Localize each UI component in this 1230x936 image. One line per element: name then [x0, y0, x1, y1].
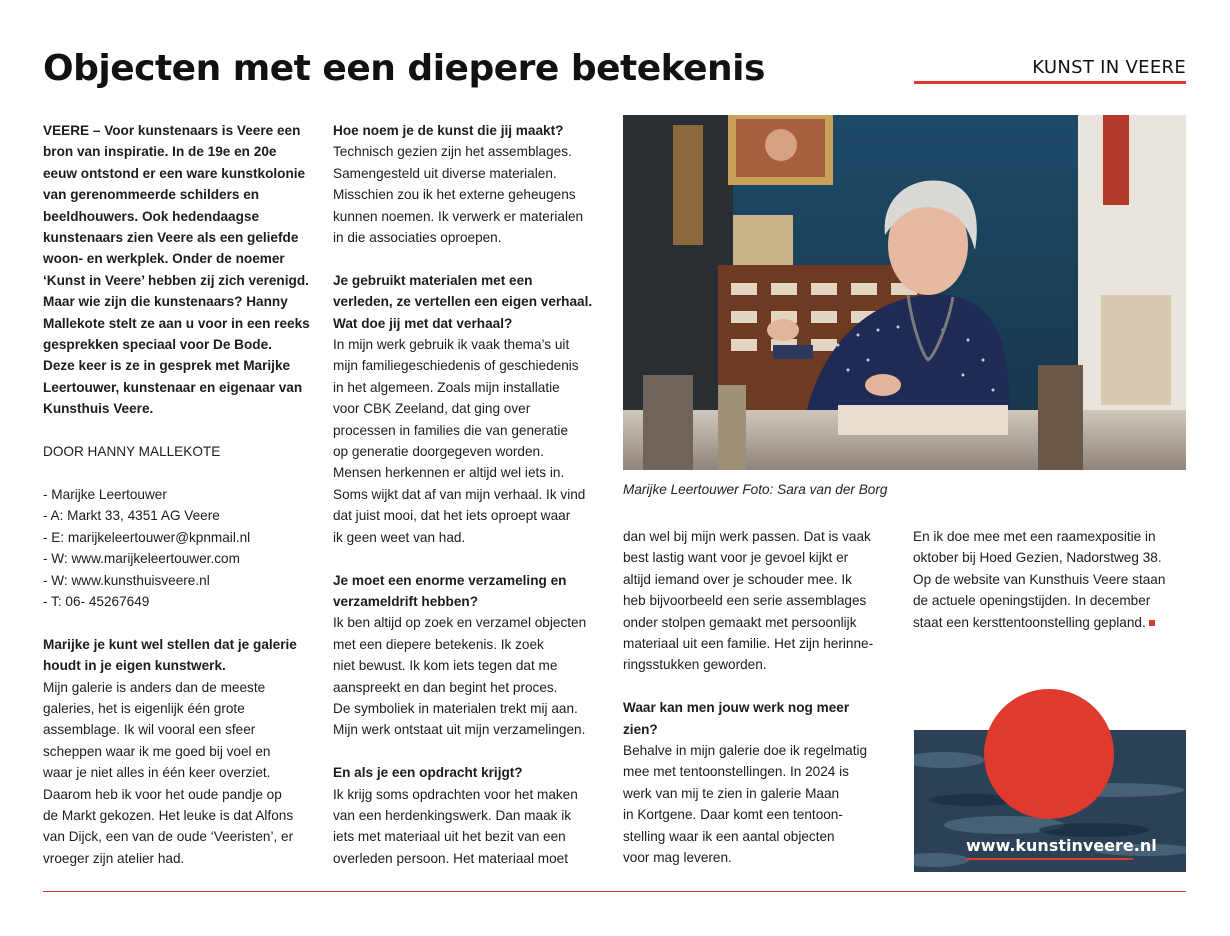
- section-label: KUNST IN VEERE: [1032, 57, 1186, 78]
- answer-paragraph: In mijn werk gebruik ik vaak thema’s uit mijn familiegeschiedenis of geschiedenis in het algemeen. Zoals mijn installatie voor CBK Zeeland, dat ging over processen in families die van generatie op generatie doorgegeven worden. Mensen herkennen er altijd wel iets in. Soms wijkt dat af van mijn verhaal. Ik vind dat juist mooi, dat het iets oproept waar ik geen weet van had.: [333, 337, 586, 545]
- column-4: [913, 526, 1188, 633]
- contact-phone: - T: 06- 45267649: [43, 593, 150, 609]
- contact-name: - Marijke Leertouwer: [43, 486, 167, 502]
- question-heading: En als je een opdracht krijgt?: [333, 765, 523, 781]
- ad-red-circle: [984, 689, 1114, 819]
- answer-paragraph: dan wel bij mijn werk passen. Dat is vaak best lastig want voor je gevoel kijkt er altijd iemand over je schouder mee. Ik heb bijvoorbeeld een serie assemblages onder stolpen gemaakt met persoonlijk materiaal uit een familie. Het zijn herinne- ringsstukken geworden.: [623, 529, 874, 673]
- photo-caption: Marijke Leertouwer Foto: Sara van der Borg: [623, 482, 888, 497]
- question-heading: Waar kan men jouw werk nog meer zien?: [623, 700, 850, 737]
- answer-paragraph: Ik ben altijd op zoek en verzamel objecten met een diepere betekenis. Ik zoek niet bewust. Ik kom iets tegen dat me aanspreekt en dan begint het proces. De symboliek in materialen trekt mij aan. Mijn werk ontstaat uit mijn verzamelingen.: [333, 615, 587, 738]
- ad-website-link[interactable]: www.kunstinveere.nl: [966, 836, 1157, 855]
- section-rule: [914, 81, 1186, 84]
- contact-list: [43, 484, 318, 612]
- column-1: [43, 120, 318, 869]
- answer-paragraph: Technisch gezien zijn het assemblages. Samengesteld uit diverse materialen. Misschien zou ik het externe geheugens kunnen noemen. Ik verwerk er materialen in die associaties oproepen.: [333, 144, 584, 246]
- question-heading: Je moet een enorme verzameling en verzameldrift hebben?: [333, 572, 567, 609]
- intro-paragraph: VEERE – Voor kunstenaars is Veere een bron van inspiratie. In de 19e en 20e eeuw ontstond er een ware kunstkolonie van gerenommeerde schilders en beeldhouwers. Ook hedendaagse kunstenaars zien Veere als een geliefde woon- en werkplek. Onder de noemer ‘Kunst in Veere’ hebben zij zich verenigd. Maar wie zijn die kunstenaars? Hanny Mallekote stelt ze aan u voor in een reeks gesprekken speciaal voor De Bode. Deze keer is ze in gesprek met Marijke Leertouwer, kunstenaar en eigenaar van Kunsthuis Veere.: [43, 123, 310, 417]
- contact-address: - A: Markt 33, 4351 AG Veere: [43, 508, 220, 524]
- answer-paragraph: Behalve in mijn galerie doe ik regelmatig mee met tentoonstellingen. In 2024 is werk van mij te zien in galerie Maan in Kortgene. Daar komt een tentoon- stelling waar ik een aantal objecten voor mag leveren.: [623, 743, 868, 866]
- answer-paragraph: Ik krijg soms opdrachten voor het maken van een herdenkingswerk. Dan maak ik iets met materiaal uit het bezit van een overleden persoon. Het materiaal moet: [333, 786, 578, 866]
- byline: DOOR HANNY MALLEKOTE: [43, 444, 221, 460]
- question-heading: Marijke je kunt wel stellen dat je galerie houdt in je eigen kunstwerk.: [43, 636, 297, 674]
- page-title: Objecten met een diepere betekenis: [43, 48, 765, 89]
- artist-photo: [623, 115, 1186, 470]
- ad-url-underline: [966, 858, 1133, 860]
- bottom-rule: [43, 891, 1186, 892]
- question-heading: Je gebruikt materialen met een verleden, ze vertellen een eigen verhaal. Wat doe jij met dat verhaal?: [333, 272, 593, 331]
- contact-website: - W: www.marijkeleertouwer.com: [43, 551, 240, 567]
- contact-website: - W: www.kunsthuisveere.nl: [43, 572, 210, 588]
- end-mark-icon: [1149, 620, 1155, 626]
- column-2: [333, 120, 608, 869]
- answer-paragraph: Mijn galerie is anders dan de meeste galeries, het is eigenlijk één grote assemblage. Ik wil vooral een sfeer scheppen waar ik me goed bij voel en waar je niet alles in één keer overziet. Daarom heb ik voor het oude pandje op de Markt gekozen. Het leuke is dat Alfons van Dijck, een van de oude ‘Veeristen’, er vroeger zijn atelier had.: [43, 679, 294, 866]
- contact-email: - E: marijkeleertouwer@kpnmail.nl: [43, 529, 251, 545]
- answer-paragraph: En ik doe mee met een raamexpositie in oktober bij Hoed Gezien, Nadorstweg 38. Op de website van Kunsthuis Veere staan de actuele openingstijden. In december staat een kersttentoonstelling gepland.: [913, 529, 1166, 630]
- question-heading: Hoe noem je de kunst die jij maakt?: [333, 123, 564, 138]
- column-3: [623, 526, 898, 868]
